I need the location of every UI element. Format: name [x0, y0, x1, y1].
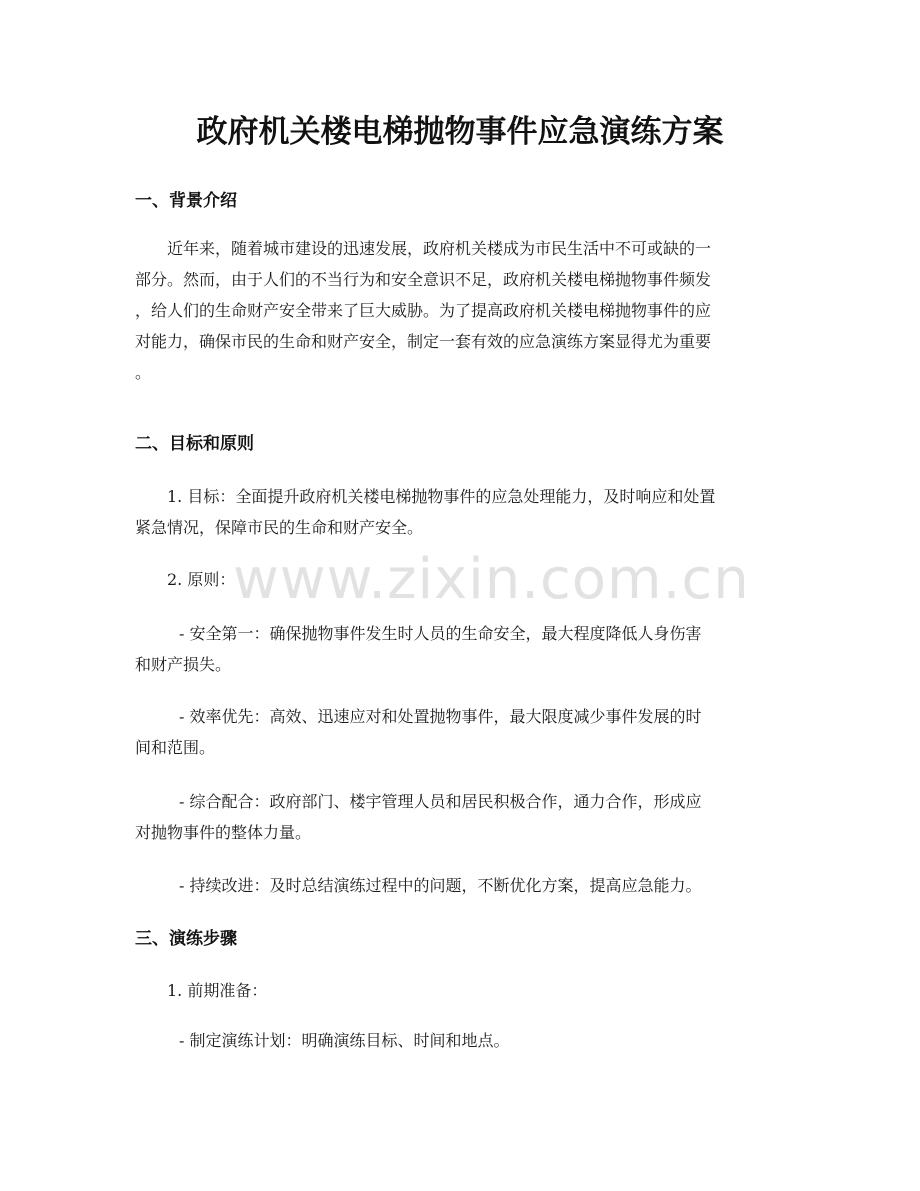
text-line: - 效率优先：高效、迅速应对和处置抛物事件，最大限度减少事件发展的时 — [179, 707, 702, 726]
paragraph-background — [135, 233, 785, 388]
text-line: ，给人们的生命财产安全带来了巨大威胁。为了提高政府机关楼电梯抛物事件的应 — [135, 301, 712, 320]
section-heading-steps: 三、演练步骤 — [135, 929, 237, 949]
text-line: - 综合配合：政府部门、楼宇管理人员和居民积极合作，通力合作，形成应 — [179, 792, 702, 811]
paragraph-preparation-label — [135, 975, 785, 1006]
text-line: 近年来，随着城市建设的迅速发展，政府机关楼成为市民生活中不可或缺的一 — [167, 239, 712, 258]
text-line: 和财产损失。 — [135, 655, 232, 674]
section-heading-background: 一、背景介绍 — [135, 191, 237, 211]
paragraph-principle-coordination — [135, 786, 785, 848]
text-line: - 制定演练计划：明确演练目标、时间和地点。 — [179, 1031, 510, 1050]
watermark: www.zixin.com.cn — [233, 547, 750, 612]
text-line: 对抛物事件的整体力量。 — [135, 823, 312, 842]
text-line: 部分。然而，由于人们的不当行为和安全意识不足，政府机关楼电梯抛物事件频发 — [135, 270, 712, 289]
paragraph-goal — [135, 481, 785, 543]
paragraph-principle-improvement — [135, 870, 785, 901]
text-line: - 持续改进：及时总结演练过程中的问题，不断优化方案，提高应急能力。 — [179, 876, 702, 895]
section-heading-goals: 二、目标和原则 — [135, 434, 254, 454]
paragraph-principle-safety — [135, 618, 785, 680]
text-line: 对能力，确保市民的生命和财产安全，制定一套有效的应急演练方案显得尤为重要 — [135, 332, 712, 351]
text-line: 间和范围。 — [135, 738, 216, 757]
text-line: 2. 原则： — [167, 570, 236, 589]
text-line: 1. 目标：全面提升政府机关楼电梯抛物事件的应急处理能力，及时响应和处置 — [167, 487, 716, 506]
text-line: 紧急情况，保障市民的生命和财产安全。 — [135, 518, 424, 537]
page-title: 政府机关楼电梯抛物事件应急演练方案 — [196, 114, 724, 150]
paragraph-principle-efficiency — [135, 701, 785, 763]
text-line: - 安全第一：确保抛物事件发生时人员的生命安全，最大程度降低人身伤害 — [179, 624, 702, 643]
text-line: 1. 前期准备： — [167, 981, 268, 1000]
text-line: 。 — [135, 363, 152, 382]
paragraph-plan — [135, 1025, 785, 1056]
